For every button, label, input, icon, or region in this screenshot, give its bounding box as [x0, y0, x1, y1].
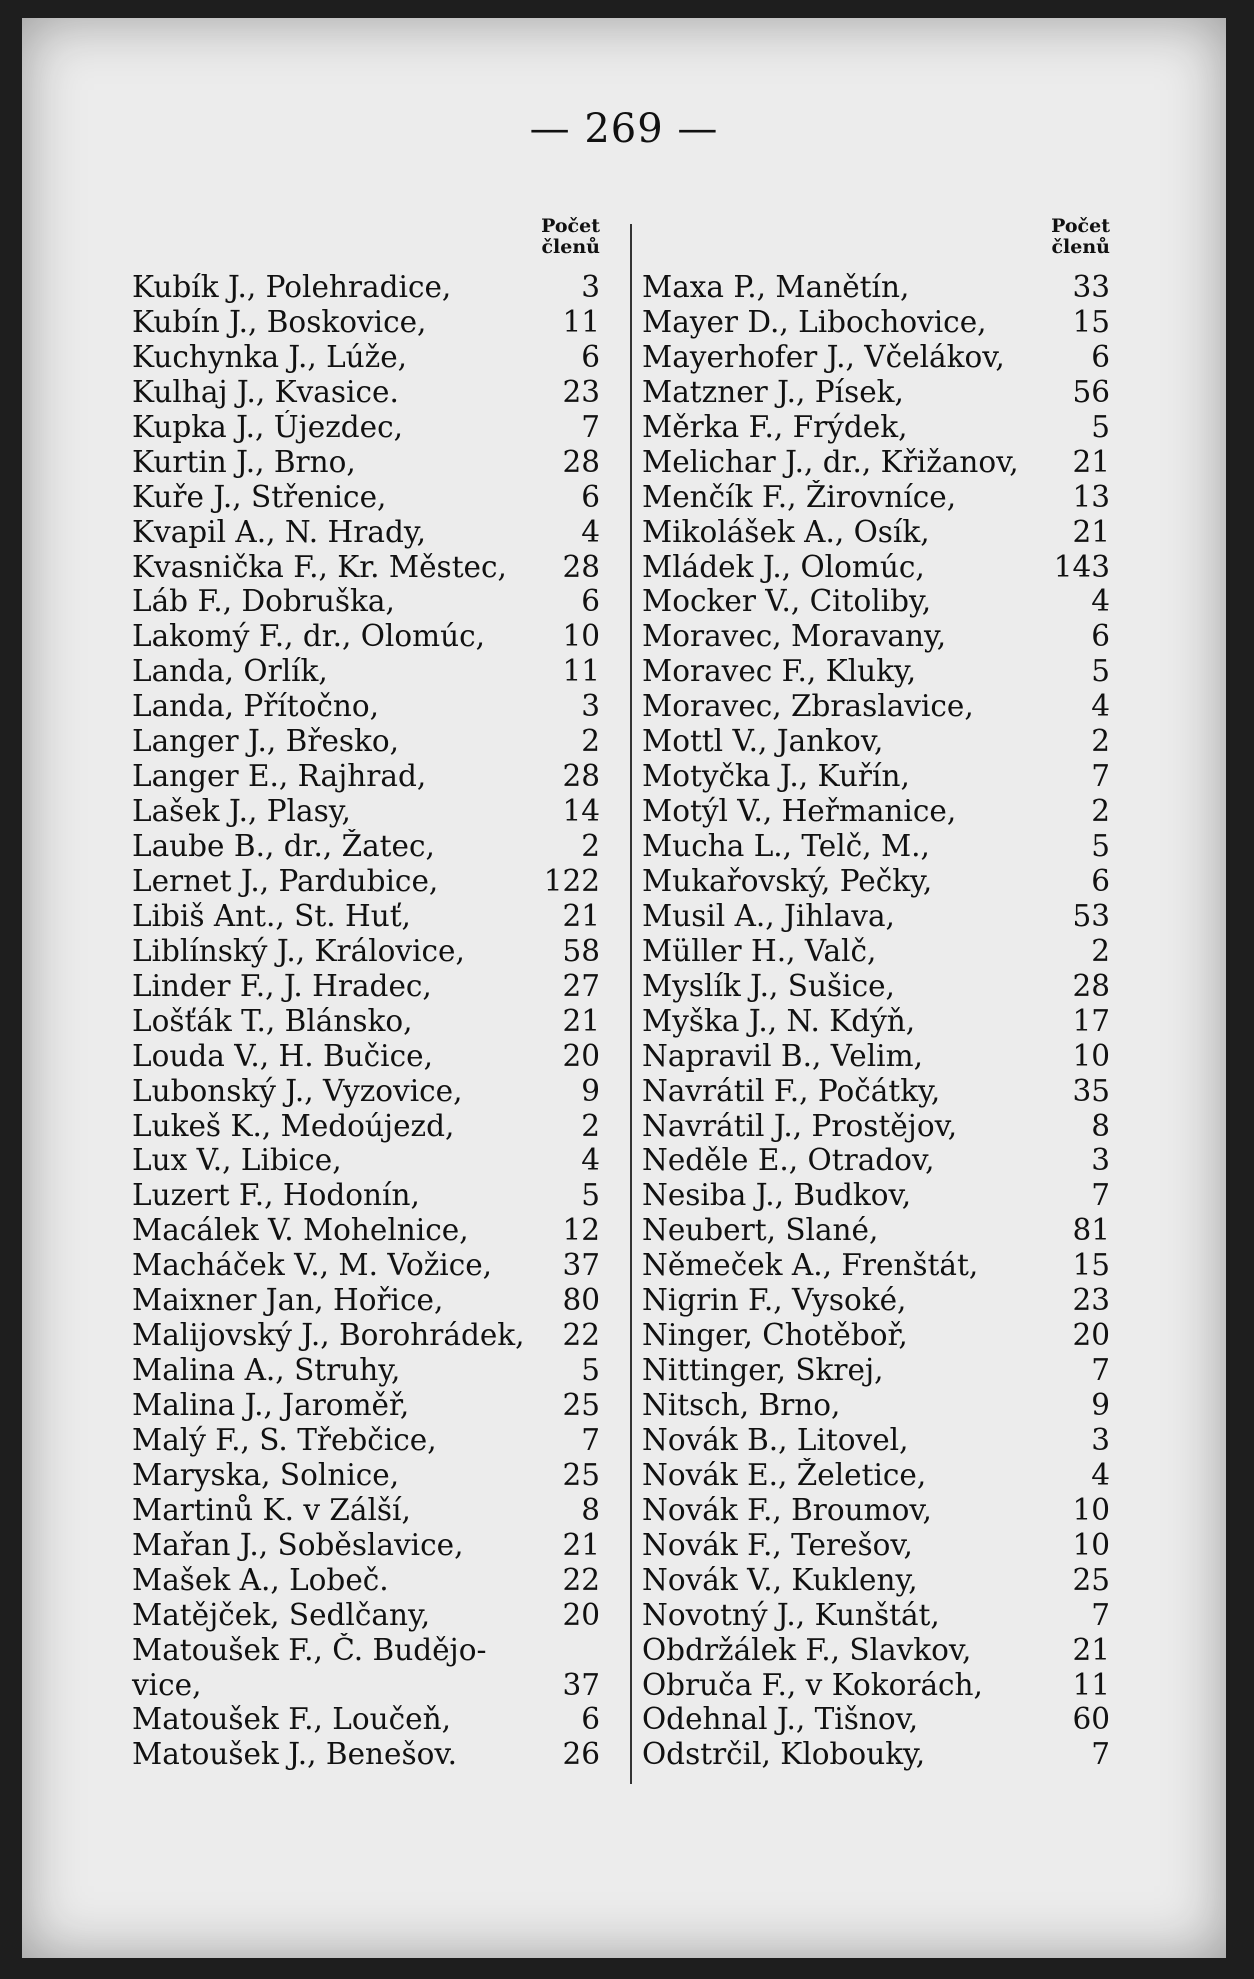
list-item [642, 1423, 1110, 1458]
entry-count: 60 [1072, 1702, 1110, 1737]
list-item [132, 1528, 600, 1563]
list-item [132, 934, 600, 969]
entry-count: 25 [1072, 1562, 1110, 1597]
entry-name-continued: vice, [132, 1667, 202, 1702]
entry-count: 10 [1072, 1492, 1110, 1527]
entry-count: 27 [562, 968, 600, 1003]
entry-count: 3 [1091, 1143, 1110, 1178]
entry-count: 20 [1072, 1318, 1110, 1353]
entry-count: 10 [1072, 1038, 1110, 1073]
list-item [132, 1353, 600, 1388]
list-item [642, 1493, 1110, 1528]
entry-name: Landa, Orlík, [132, 654, 328, 689]
list-item [132, 1702, 600, 1737]
entry-count: 2 [1091, 794, 1110, 829]
list-item [132, 1318, 600, 1353]
list-item [642, 1213, 1110, 1248]
entry-count: 11 [1072, 1667, 1110, 1702]
entry-count: 22 [562, 1562, 600, 1597]
entry-name: Nesiba J., Budkov, [642, 1178, 912, 1213]
list-item [132, 759, 600, 794]
list-item [642, 1702, 1110, 1737]
entry-name: Mottl V., Jankov, [642, 724, 884, 759]
list-item [642, 864, 1110, 899]
entry-name: Napravil B., Velim, [642, 1038, 923, 1073]
entry-count: 53 [1072, 898, 1110, 933]
entry-count: 28 [562, 549, 600, 584]
entry-name: Mocker V., Citoliby, [642, 584, 932, 619]
entry-name: Měrka F., Frýdek, [642, 409, 908, 444]
entry-name: Kubín J., Boskovice, [132, 304, 427, 339]
entry-name: Landa, Přítočno, [132, 689, 380, 724]
entry-count: 2 [1091, 933, 1110, 968]
list-item [132, 1213, 600, 1248]
entry-count: 12 [562, 1213, 600, 1248]
entry-name: Odstrčil, Klobouky, [642, 1737, 926, 1772]
list-item [642, 1458, 1110, 1493]
list-item [132, 445, 600, 480]
entry-name: Novák F., Terešov, [642, 1527, 913, 1562]
list-item [642, 550, 1110, 585]
entry-count: 20 [562, 1038, 600, 1073]
entry-count: 3 [1091, 1422, 1110, 1457]
entry-name: Malina A., Struhy, [132, 1353, 401, 1388]
entry-count: 35 [1072, 1073, 1110, 1108]
entry-name: Motýl V., Heřmanice, [642, 794, 957, 829]
entry-name: Mašek A., Lobeč. [132, 1562, 389, 1597]
list-item [642, 480, 1110, 515]
entry-name: Malijovský J., Borohrádek, [132, 1318, 525, 1353]
list-item [642, 1528, 1110, 1563]
list-item [132, 1039, 600, 1074]
list-item [132, 1458, 600, 1493]
entry-name: Lernet J., Pardubice, [132, 863, 439, 898]
list-item [132, 1283, 600, 1318]
entry-count: 21 [562, 898, 600, 933]
list-item [642, 1074, 1110, 1109]
entry-name: Malina J., Jaroměř, [132, 1388, 410, 1422]
entry-name: Moravec, Zbraslavice, [642, 689, 974, 724]
entry-count: 20 [562, 1597, 600, 1632]
entry-name: Kubík J., Polehradice, [132, 270, 452, 304]
list-item [642, 305, 1110, 340]
entry-count: 4 [1091, 584, 1110, 619]
entry-name: Moravec, Moravany, [642, 619, 947, 654]
entry-name: Maxa P., Manětín, [642, 270, 910, 304]
list-item [132, 724, 600, 759]
entry-name: Novotný J., Kunštát, [642, 1597, 940, 1632]
count-header-line2: členů [1051, 236, 1110, 258]
entry-name: Maixner Jan, Hořice, [132, 1283, 444, 1318]
list-item [132, 584, 600, 619]
list-item [642, 515, 1110, 550]
entry-name: Matějček, Sedlčany, [132, 1597, 431, 1632]
entry-count: 25 [562, 1388, 600, 1422]
entry-continuation [132, 1668, 600, 1703]
entry-count: 6 [581, 479, 600, 514]
list-item [132, 654, 600, 689]
list-item [132, 1493, 600, 1528]
entry-count: 6 [581, 584, 600, 619]
list-item [132, 1388, 600, 1423]
entry-count: 4 [581, 514, 600, 549]
entry-name: Liblínský J., Královice, [132, 933, 465, 968]
entry-name: Myslík J., Sušice, [642, 968, 895, 1003]
entry-count: 7 [1091, 1737, 1110, 1772]
entry-name: Kulhaj J., Kvasice. [132, 374, 399, 409]
entry-name: Lošťák T., Blánsko, [132, 1003, 413, 1038]
list-item [132, 1598, 600, 1633]
entry-count: 10 [562, 619, 600, 654]
entry-count: 56 [1072, 374, 1110, 409]
list-item [642, 1598, 1110, 1633]
entry-name: Novák F., Broumov, [642, 1492, 932, 1527]
entry-count: 17 [1072, 1003, 1110, 1038]
entry-count: 7 [1091, 759, 1110, 794]
entry-count: 5 [1091, 829, 1110, 863]
entry-count: 6 [1091, 863, 1110, 898]
entry-count: 14 [562, 794, 600, 829]
entry-name: Motyčka J., Kuřín, [642, 759, 910, 794]
left-entry-list [132, 270, 600, 1772]
entry-name: Lukeš K., Medoújezd, [132, 1108, 455, 1143]
entry-name: Lubonský J., Vyzovice, [132, 1073, 463, 1108]
entry-count: 37 [562, 1667, 600, 1702]
list-item [642, 934, 1110, 969]
entry-count: 80 [562, 1283, 600, 1318]
entry-count: 6 [581, 339, 600, 374]
entry-count: 26 [562, 1737, 600, 1772]
entry-name: Obruča F., v Kokorách, [642, 1667, 983, 1702]
entry-count: 11 [562, 304, 600, 339]
entry-name: Navrátil J., Prostějov, [642, 1108, 958, 1143]
list-item [132, 550, 600, 585]
list-item [132, 969, 600, 1004]
entry-name: Nittinger, Skrej, [642, 1353, 884, 1388]
entry-count: 9 [1091, 1388, 1110, 1422]
list-item [642, 1039, 1110, 1074]
count-header-left [530, 216, 600, 258]
entry-name: Novák E., Želetice, [642, 1457, 927, 1492]
entry-name: Kvasnička F., Kr. Městec, [132, 549, 507, 584]
entry-count: 7 [581, 1422, 600, 1457]
entry-count: 4 [581, 1143, 600, 1178]
list-item [132, 480, 600, 515]
entry-name: Maryska, Solnice, [132, 1457, 400, 1492]
list-item [642, 340, 1110, 375]
entry-name: Láb F., Dobruška, [132, 584, 395, 619]
entry-count: 28 [1072, 968, 1110, 1003]
list-item [132, 375, 600, 410]
entry-count: 7 [581, 409, 600, 444]
entry-count: 2 [581, 1108, 600, 1143]
list-item [642, 1563, 1110, 1598]
entry-name: Matoušek J., Benešov. [132, 1737, 457, 1772]
list-item [642, 619, 1110, 654]
count-header-line2: členů [541, 236, 600, 258]
entry-name: Lašek J., Plasy, [132, 794, 351, 829]
entry-count: 37 [562, 1248, 600, 1283]
entry-name: Mařan J., Soběslavice, [132, 1527, 464, 1562]
right-entry-list [642, 270, 1110, 1772]
entry-count: 6 [1091, 619, 1110, 654]
list-item [132, 515, 600, 550]
entry-count: 8 [1091, 1108, 1110, 1143]
list-item [132, 1004, 600, 1039]
list-item [642, 724, 1110, 759]
entry-name: Menčík F., Žirovníce, [642, 479, 957, 514]
count-header-line1: Počet [541, 215, 600, 237]
entry-name: Mayer D., Libochovice, [642, 304, 987, 339]
list-item [642, 445, 1110, 480]
entry-name: Mukařovský, Pečky, [642, 863, 933, 898]
list-item [642, 829, 1110, 864]
entry-count: 3 [581, 270, 600, 304]
entry-count: 2 [581, 829, 600, 863]
list-item [642, 1283, 1110, 1318]
list-item [132, 1248, 600, 1283]
list-item [132, 1178, 600, 1213]
entry-count: 21 [1072, 1632, 1110, 1667]
list-item [642, 584, 1110, 619]
entry-name: Martinů K. v Zálší, [132, 1492, 411, 1527]
entry-count: 143 [1053, 549, 1110, 584]
entry-name: Myška J., N. Kdýň, [642, 1003, 916, 1038]
book-page [22, 18, 1226, 1958]
entry-count: 2 [581, 724, 600, 759]
entry-count: 5 [1091, 654, 1110, 689]
list-item [132, 899, 600, 934]
list-item [132, 1737, 600, 1772]
list-item [132, 410, 600, 445]
list-item [132, 794, 600, 829]
list-item [642, 1143, 1110, 1178]
list-item [642, 375, 1110, 410]
entry-name: Mikolášek A., Osík, [642, 514, 930, 549]
list-item [132, 829, 600, 864]
entry-name: Obdržálek F., Slavkov, [642, 1632, 972, 1667]
entry-count: 9 [581, 1073, 600, 1108]
entry-name: Němeček A., Frenštát, [642, 1248, 979, 1283]
list-item [642, 1633, 1110, 1668]
entry-count: 25 [562, 1457, 600, 1492]
list-item [642, 794, 1110, 829]
entry-count: 21 [1072, 444, 1110, 479]
entry-name: Mucha L., Telč, M., [642, 829, 930, 863]
list-item [642, 410, 1110, 445]
entry-name: Novák B., Litovel, [642, 1422, 909, 1457]
list-item [132, 1074, 600, 1109]
list-item [132, 1563, 600, 1598]
entry-name: Müller H., Valč, [642, 933, 877, 968]
entry-name: Nigrin F., Vysoké, [642, 1283, 907, 1318]
entry-name: Linder F., J. Hradec, [132, 968, 432, 1003]
list-item [642, 270, 1110, 305]
entry-count: 8 [581, 1492, 600, 1527]
list-item [132, 270, 600, 305]
entry-name: Laube B., dr., Žatec, [132, 829, 435, 863]
list-item [642, 1388, 1110, 1423]
entry-count: 2 [1091, 724, 1110, 759]
entry-name: Matzner J., Písek, [642, 374, 904, 409]
entry-count: 28 [562, 759, 600, 794]
entry-count: 28 [562, 444, 600, 479]
list-item [642, 689, 1110, 724]
entry-count: 15 [1072, 1248, 1110, 1283]
entry-count: 22 [562, 1318, 600, 1353]
entry-name: Ninger, Chotěboř, [642, 1318, 908, 1353]
list-item [132, 1143, 600, 1178]
list-item [642, 899, 1110, 934]
column-divider [630, 224, 632, 1784]
entry-name: Moravec F., Kluky, [642, 654, 917, 689]
entry-name: Luzert F., Hodonín, [132, 1178, 420, 1213]
entry-name: Neubert, Slané, [642, 1213, 879, 1248]
list-item [642, 1668, 1110, 1703]
entry-name: Lux V., Libice, [132, 1143, 342, 1178]
entry-count: 11 [562, 654, 600, 689]
list-item [642, 759, 1110, 794]
entry-name: Musil A., Jihlava, [642, 898, 895, 933]
entry-count: 5 [581, 1178, 600, 1213]
entry-name: Louda V., H. Bučice, [132, 1038, 433, 1073]
entry-name: Kuře J., Střenice, [132, 479, 387, 514]
entry-count: 5 [1091, 409, 1110, 444]
entry-count: 33 [1072, 270, 1110, 304]
list-item [642, 654, 1110, 689]
entry-count: 21 [1072, 514, 1110, 549]
entry-name: Matoušek F., Č. Budějo- [132, 1632, 487, 1667]
list-item [642, 1004, 1110, 1039]
entry-count: 6 [1091, 339, 1110, 374]
entry-count: 6 [581, 1702, 600, 1737]
entry-count: 23 [1072, 1283, 1110, 1318]
entry-name: Kuchynka J., Lúže, [132, 339, 408, 374]
page-number: — 269 — [529, 106, 719, 152]
entry-name: Libiš Ant., St. Huť, [132, 898, 411, 933]
entry-count: 3 [581, 689, 600, 724]
entry-name: Mládek J., Olomúc, [642, 549, 925, 584]
entry-name: Melichar J., dr., Křižanov, [642, 444, 1019, 479]
entry-name: Novák V., Kukleny, [642, 1562, 918, 1597]
entry-count: 7 [1091, 1178, 1110, 1213]
entry-name: Mayerhofer J., Včelákov, [642, 339, 1005, 374]
list-item [642, 1737, 1110, 1772]
entry-name: Kurtin J., Brno, [132, 444, 356, 479]
entry-name: Kvapil A., N. Hrady, [132, 514, 426, 549]
entry-name: Nitsch, Brno, [642, 1388, 841, 1422]
entry-count: 15 [1072, 304, 1110, 339]
list-item [642, 1318, 1110, 1353]
list-item [132, 689, 600, 724]
list-item [132, 305, 600, 340]
entry-name: Macháček V., M. Vožice, [132, 1248, 493, 1283]
entry-count: 21 [562, 1003, 600, 1038]
entry-count: 7 [1091, 1597, 1110, 1632]
list-item [132, 1109, 600, 1144]
list-item [642, 1109, 1110, 1144]
list-item [132, 340, 600, 375]
entry-count: 81 [1072, 1213, 1110, 1248]
entry-name: Matoušek F., Loučeň, [132, 1702, 451, 1737]
entry-name: Neděle E., Otradov, [642, 1143, 935, 1178]
entry-count: 5 [581, 1353, 600, 1388]
entry-count: 4 [1091, 1457, 1110, 1492]
entry-count: 21 [562, 1527, 600, 1562]
entry-count: 13 [1072, 479, 1110, 514]
list-item [132, 864, 600, 899]
entry-name: Odehnal J., Tišnov, [642, 1702, 919, 1737]
entry-count: 23 [562, 374, 600, 409]
entry-name: Macálek V. Mohelnice, [132, 1213, 469, 1248]
entry-name: Lakomý F., dr., Olomúc, [132, 619, 485, 654]
entry-count: 10 [1072, 1527, 1110, 1562]
entry-count: 122 [543, 863, 600, 898]
list-item [132, 1633, 600, 1703]
list-item [642, 1353, 1110, 1388]
entry-count: 7 [1091, 1353, 1110, 1388]
list-item [642, 1248, 1110, 1283]
count-header-line1: Počet [1051, 215, 1110, 237]
entry-name: Langer E., Rajhrad, [132, 759, 427, 794]
entry-name: Malý F., S. Třebčice, [132, 1422, 437, 1457]
entry-count: 58 [562, 933, 600, 968]
entry-name: Navrátil F., Počátky, [642, 1073, 941, 1108]
list-item [132, 619, 600, 654]
entry-count: 4 [1091, 689, 1110, 724]
entry-name: Kupka J., Újezdec, [132, 409, 404, 444]
list-item [132, 1423, 600, 1458]
list-item [642, 1178, 1110, 1213]
list-item [642, 969, 1110, 1004]
count-header-right [1040, 216, 1110, 258]
entry-name: Langer J., Břesko, [132, 724, 400, 759]
